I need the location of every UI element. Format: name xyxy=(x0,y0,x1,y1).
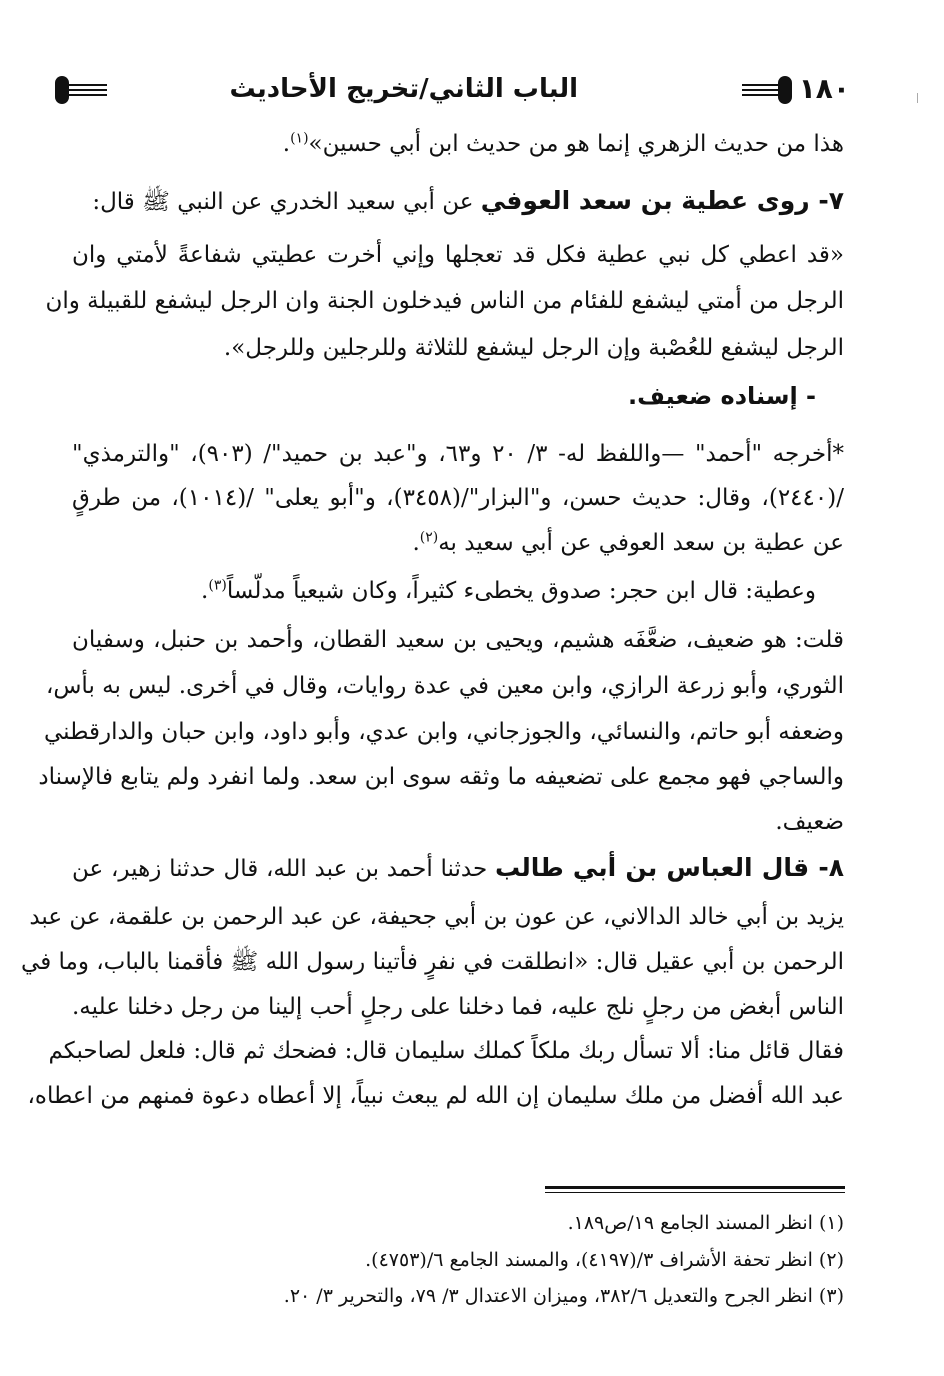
body-line: فقال قائل منا: ألا تسأل ربك ملكاً كملك سليمان قال: فضحك ثم قال: فلعل لصاحبكم xyxy=(48,1038,844,1064)
body-line: عن عطية بن سعد العوفي عن أبي سعيد به$^{(٢)}$. xyxy=(412,529,844,556)
body-line: *أخرجه "أحمد" —واللفظ له- ٣/ ٢٠ و٦٣، و"عبد بن حميد"/ (٩٠٣)، "والترمذي" xyxy=(72,441,845,467)
body-line: الناس أبغض من رجلٍ نلج عليه، فما دخلنا على رجلٍ أحب إلينا من رجل دخلنا عليه. xyxy=(72,994,844,1020)
body-line: وعطية: قال ابن حجر: صدوق يخطىء كثيراً، وكان شيعياً مدلّساً$^{(٣)}$. xyxy=(201,577,816,604)
body-line: قلت: هو ضعيف، ضعَّفَه هشيم، ويحيى بن سعيد القطان، وأحمد بن حنبل، وسفيان xyxy=(72,627,844,653)
footnote-ref: (٢) xyxy=(419,529,439,546)
body-line: عبد الله أفضل من ملك سليمان إن الله لم يبعث نبياً، إلا أعطاه دعوة فمنهم من اعطاه، xyxy=(27,1083,844,1109)
body-line: يزيد بن أبي خالد الدالاني، عن عون بن أبي جحيفة، عن عبد الرحمن بن علقمة، عن عبد xyxy=(29,904,844,930)
hadith-heading-8: ٨- قال العباس بن أبي طالب حدثنا أحمد بن عبد الله، قال حدثنا زهير، عن xyxy=(72,853,844,882)
isnad-verdict: - إسناده ضعيف. xyxy=(627,382,816,410)
header-ornament-left xyxy=(55,76,69,104)
running-header xyxy=(55,68,850,112)
body-line: ضعيف. xyxy=(775,809,844,835)
footnote-separator xyxy=(545,1186,845,1189)
body-line: /(٢٤٤٠)، وقال: حديث حسن، و"البزار"/(٣٤٥٨)، و"أبو يعلى" /(١٠١٤)، من طرقٍ xyxy=(72,485,844,511)
footnote-1: (١) انظر المسند الجامع ١٩/ص١٨٩. xyxy=(567,1212,844,1234)
body-line: وضعفه أبو حاتم، والنسائي، والجوزجاني، وابن عدي، وأبو داود، وابن حبان والدارقطني xyxy=(43,719,844,745)
chapter-title: الباب الثاني/تخريج الأحاديث xyxy=(229,74,578,104)
body-line: الرحمن بن أبي عقيل قال: «انطلقت في نفرٍ فأتينا رسول الله ﷺ فأقمنا بالباب، وما في xyxy=(21,949,844,975)
footnote-3: (٣) انظر الجرح والتعديل ٣٨٢/٦، وميزان الاعتدال ٣/ ٧٩، والتحرير ٣/ ٢٠. xyxy=(283,1285,844,1307)
body-line: «قد اعطي كل نبي عطية فكل قد تعجلها وإني أخرت عطيتي شفاعةً لأمتي وان xyxy=(72,242,844,268)
hadith-number: ٨- قال العباس بن أبي طالب xyxy=(494,853,844,882)
hadith-number: ٧- روى عطية بن سعد العوفي xyxy=(480,186,844,215)
footnote-2: (٢) انظر تحفة الأشراف ٣/(٤١٩٧)، والمسند الجامع ٦/(٤٧٥٣). xyxy=(365,1249,844,1271)
header-ornament-right xyxy=(778,76,792,104)
footnote-separator-thin xyxy=(545,1192,845,1193)
body-line: الثوري، وأبو زرعة الرازي، وابن معين في عدة روايات، وقال في أخرى. ليس به بأس، xyxy=(45,673,844,699)
page-number: ١٨٠ xyxy=(798,72,850,105)
footnote-ref: (٣) xyxy=(208,577,227,594)
body-line: هذا من حديث الزهري إنما هو من حديث ابن أبي حسين»$^{(١)}$. xyxy=(282,130,844,157)
body-line: الرجل من أمتي ليشفع للفئام من الناس فيدخلون الجنة وان الرجل ليشفع للقبيلة وان xyxy=(45,288,844,314)
margin-mark xyxy=(917,93,918,103)
hadith-heading-7: ٧- روى عطية بن سعد العوفي عن أبي سعيد الخدري عن النبي ﷺ قال: xyxy=(92,186,844,215)
body-line: والساجي فهو مجمع على تضعيفه ما وثقه سوى ابن سعد. ولما انفرد ولم يتابع فالإسناد xyxy=(38,764,844,790)
footnote-ref: (١) xyxy=(290,130,309,147)
body-line: الرجل ليشفع للعُصْبة وإن الرجل ليشفع للثلاثة وللرجلين وللرجل». xyxy=(223,335,844,361)
